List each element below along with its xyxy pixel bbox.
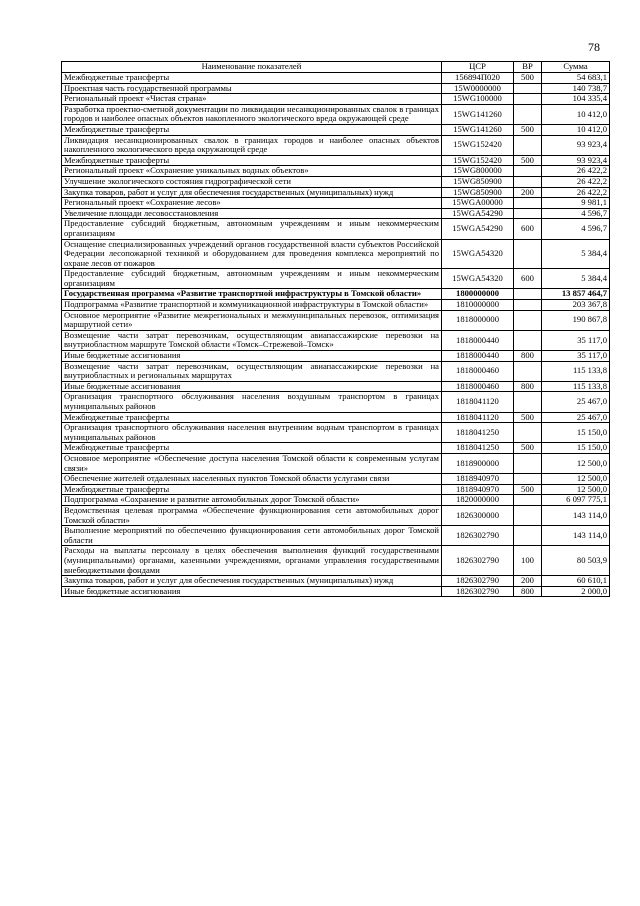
cell-vr [514, 495, 542, 506]
cell-sum: 93 923,4 [542, 135, 610, 155]
cell-name: Предоставление субсидий бюджетным, автономным учреждениям и иным некоммерческим организациям [62, 219, 442, 239]
cell-vr [514, 198, 542, 209]
table-row [62, 73, 610, 84]
cell-name: Разработка проектно-сметной документации по ликвидации несанкционированных свалок в границах городов и наиболее опасных объектов накопленного экологического вреда окружающей среде [62, 104, 442, 124]
cell-sum: 5 384,4 [542, 269, 610, 289]
cell-csr: 1818041120 [442, 392, 514, 412]
cell-sum: 26 422,2 [542, 176, 610, 187]
cell-vr [514, 361, 542, 381]
cell-csr: 1818000440 [442, 330, 514, 350]
cell-vr: 500 [514, 484, 542, 495]
cell-sum: 26 422,2 [542, 166, 610, 177]
cell-sum: 203 367,8 [542, 300, 610, 311]
cell-sum: 2 000,0 [542, 586, 610, 597]
cell-vr [514, 505, 542, 525]
cell-csr: 15WG141260 [442, 104, 514, 124]
cell-name: Межбюджетные трансферты [62, 155, 442, 166]
cell-vr [514, 289, 542, 300]
cell-csr: 15WG100000 [442, 94, 514, 105]
cell-sum: 54 683,1 [542, 73, 610, 84]
cell-csr: 15WGA54290 [442, 219, 514, 239]
cell-name: Оснащение специализированных учреждений органов государственной власти субъектов Российской Федерации лесопожарной техникой и оборудованием для проведения комплекса мероприятий по охране лесов от пожаров [62, 239, 442, 269]
cell-sum: 12 500,0 [542, 453, 610, 473]
table-row [62, 351, 610, 362]
table-row [62, 269, 610, 289]
cell-name: Организация транспортного обслуживания населения воздушным транспортом в границах муниципальных районов [62, 392, 442, 412]
table-row [62, 330, 610, 350]
table-row [62, 208, 610, 219]
cell-vr: 600 [514, 219, 542, 239]
budget-table [61, 61, 610, 597]
table-row [62, 135, 610, 155]
table-row [62, 94, 610, 105]
table-row [62, 361, 610, 381]
cell-vr: 500 [514, 124, 542, 135]
table-row [62, 381, 610, 392]
cell-sum: 25 467,0 [542, 392, 610, 412]
cell-vr [514, 239, 542, 269]
table-row [62, 495, 610, 506]
cell-name: Возмещение части затрат перевозчикам, осуществляющим авиапассажирские перевозки на внутриобластном маршруте Томской области «Томск–Стрежевой–Томск» [62, 330, 442, 350]
header-name: Наименование показателей [62, 62, 442, 73]
table-row [62, 155, 610, 166]
table-row [62, 443, 610, 454]
cell-sum: 104 335,4 [542, 94, 610, 105]
cell-vr [514, 310, 542, 330]
cell-vr: 800 [514, 586, 542, 597]
table-row [62, 300, 610, 311]
cell-sum: 80 503,9 [542, 546, 610, 576]
cell-name: Региональный проект «Сохранение уникальных водных объектов» [62, 166, 442, 177]
cell-name: Проектная часть государственной программы [62, 83, 442, 94]
table-row [62, 198, 610, 209]
cell-name: Ликвидация несанкционированных свалок в границах городов и наиболее опасных объектов накопленного экологического вреда окружающей среде [62, 135, 442, 155]
cell-sum: 4 596,7 [542, 219, 610, 239]
cell-sum: 10 412,0 [542, 124, 610, 135]
cell-csr: 15WG152420 [442, 135, 514, 155]
cell-vr [514, 330, 542, 350]
cell-csr: 1826302790 [442, 576, 514, 587]
cell-csr: 1818000440 [442, 351, 514, 362]
table-row [62, 124, 610, 135]
table-row [62, 166, 610, 177]
table-body [62, 73, 610, 597]
table-row [62, 423, 610, 443]
cell-name: Межбюджетные трансферты [62, 73, 442, 84]
cell-vr [514, 392, 542, 412]
cell-vr [514, 453, 542, 473]
cell-name: Межбюджетные трансферты [62, 484, 442, 495]
table-header-row [62, 62, 610, 73]
cell-csr: 1820000000 [442, 495, 514, 506]
cell-csr: 1818000460 [442, 381, 514, 392]
cell-sum: 4 596,7 [542, 208, 610, 219]
cell-sum: 13 857 464,7 [542, 289, 610, 300]
cell-vr: 800 [514, 381, 542, 392]
cell-sum: 9 981,1 [542, 198, 610, 209]
cell-csr: 1826302790 [442, 526, 514, 546]
table-row [62, 586, 610, 597]
cell-name: Основное мероприятие «Обеспечение доступа населения Томской области к современным услугам связи» [62, 453, 442, 473]
cell-name: Иные бюджетные ассигнования [62, 381, 442, 392]
table-row [62, 219, 610, 239]
cell-csr: 15WG800000 [442, 166, 514, 177]
table-row [62, 310, 610, 330]
cell-csr: 15WGA54290 [442, 208, 514, 219]
cell-sum: 26 422,2 [542, 187, 610, 198]
cell-sum: 190 867,8 [542, 310, 610, 330]
cell-name: Предоставление субсидий бюджетным, автономным учреждениям и иным некоммерческим организациям [62, 269, 442, 289]
cell-csr: 1818900000 [442, 453, 514, 473]
cell-sum: 12 500,0 [542, 484, 610, 495]
cell-csr: 1800000000 [442, 289, 514, 300]
table-row [62, 187, 610, 198]
table-row [62, 576, 610, 587]
cell-name: Межбюджетные трансферты [62, 443, 442, 454]
cell-csr: 15WG850900 [442, 176, 514, 187]
cell-name: Государственная программа «Развитие транспортной инфраструктуры в Томской области» [62, 289, 442, 300]
cell-name: Организация транспортного обслуживания населения внутренним водным транспортом в границах муниципальных районов [62, 423, 442, 443]
cell-name: Основное мероприятие «Развитие межрегиональных и межмуниципальных перевозок, оптимизация маршрутной сети» [62, 310, 442, 330]
cell-name: Выполнение мероприятий по обеспечению функционирования сети автомобильных дорог Томской области [62, 526, 442, 546]
cell-vr: 500 [514, 443, 542, 454]
cell-vr: 600 [514, 269, 542, 289]
cell-sum: 60 610,1 [542, 576, 610, 587]
cell-name: Возмещение части затрат перевозчикам, осуществляющим авиапассажирские перевозки на внутриобластных и региональных маршрутах [62, 361, 442, 381]
cell-sum: 35 117,0 [542, 351, 610, 362]
cell-name: Межбюджетные трансферты [62, 124, 442, 135]
cell-vr: 200 [514, 576, 542, 587]
table-row [62, 546, 610, 576]
cell-sum: 15 150,0 [542, 423, 610, 443]
cell-name: Иные бюджетные ассигнования [62, 351, 442, 362]
cell-sum: 93 923,4 [542, 155, 610, 166]
cell-sum: 143 114,0 [542, 505, 610, 525]
cell-csr: 15WGA54320 [442, 239, 514, 269]
cell-vr [514, 474, 542, 485]
cell-name: Межбюджетные трансферты [62, 412, 442, 423]
cell-csr: 15WGA00000 [442, 198, 514, 209]
cell-csr: 1818000000 [442, 310, 514, 330]
cell-name: Подпрограмма «Сохранение и развитие автомобильных дорог Томской области» [62, 495, 442, 506]
cell-vr: 500 [514, 73, 542, 84]
header-sum: Сумма [542, 62, 610, 73]
cell-csr: 1818041120 [442, 412, 514, 423]
table-row [62, 83, 610, 94]
cell-csr: 156894П020 [442, 73, 514, 84]
cell-name: Ведомственная целевая программа «Обеспечение функционирования сети автомобильных дорог Томской области» [62, 505, 442, 525]
cell-sum: 10 412,0 [542, 104, 610, 124]
cell-csr: 1818000460 [442, 361, 514, 381]
cell-name: Расходы на выплаты персоналу в целях обеспечения выполнения функций государственными (муниципальными) органами, казенными учреждениями, органами управления государственными внебюджетными фондами [62, 546, 442, 576]
cell-sum: 143 114,0 [542, 526, 610, 546]
cell-vr: 100 [514, 546, 542, 576]
cell-csr: 1818041250 [442, 443, 514, 454]
cell-sum: 6 097 775,1 [542, 495, 610, 506]
cell-sum: 12 500,0 [542, 474, 610, 485]
cell-csr: 15WG152420 [442, 155, 514, 166]
cell-name: Региональный проект «Сохранение лесов» [62, 198, 442, 209]
cell-name: Обеспечение жителей отдаленных населенных пунктов Томской области услугами связи [62, 474, 442, 485]
cell-vr: 800 [514, 351, 542, 362]
cell-vr [514, 94, 542, 105]
cell-sum: 35 117,0 [542, 330, 610, 350]
cell-sum: 15 150,0 [542, 443, 610, 454]
table-row [62, 176, 610, 187]
cell-name: Улучшение экологического состояния гидрографической сети [62, 176, 442, 187]
cell-name: Иные бюджетные ассигнования [62, 586, 442, 597]
cell-vr [514, 208, 542, 219]
cell-vr [514, 83, 542, 94]
cell-vr [514, 300, 542, 311]
table-row [62, 526, 610, 546]
cell-vr [514, 104, 542, 124]
cell-name: Закупка товаров, работ и услуг для обеспечения государственных (муниципальных) нужд [62, 187, 442, 198]
cell-sum: 140 738,7 [542, 83, 610, 94]
cell-csr: 15WGA54320 [442, 269, 514, 289]
table-row [62, 239, 610, 269]
cell-csr: 15W0000000 [442, 83, 514, 94]
cell-name: Увеличение площади лесовосстановления [62, 208, 442, 219]
cell-vr [514, 526, 542, 546]
cell-sum: 115 133,8 [542, 361, 610, 381]
cell-csr: 1826302790 [442, 546, 514, 576]
cell-sum: 115 133,8 [542, 381, 610, 392]
cell-vr [514, 135, 542, 155]
cell-vr [514, 423, 542, 443]
table-row [62, 474, 610, 485]
cell-vr: 500 [514, 155, 542, 166]
cell-sum: 5 384,4 [542, 239, 610, 269]
cell-csr: 1818940970 [442, 474, 514, 485]
cell-name: Региональный проект «Чистая страна» [62, 94, 442, 105]
cell-name: Закупка товаров, работ и услуг для обеспечения государственных (муниципальных) нужд [62, 576, 442, 587]
cell-csr: 1818041250 [442, 423, 514, 443]
cell-csr: 15WG141260 [442, 124, 514, 135]
table-row [62, 505, 610, 525]
table-row [62, 453, 610, 473]
cell-csr: 15WG850900 [442, 187, 514, 198]
cell-csr: 1810000000 [442, 300, 514, 311]
page-number: 78 [588, 40, 600, 54]
cell-vr [514, 166, 542, 177]
table-row [62, 289, 610, 300]
table-row [62, 412, 610, 423]
cell-vr: 200 [514, 187, 542, 198]
header-csr: ЦСР [442, 62, 514, 73]
table-row [62, 392, 610, 412]
cell-csr: 1818940970 [442, 484, 514, 495]
cell-sum: 25 467,0 [542, 412, 610, 423]
cell-vr [514, 176, 542, 187]
cell-name: Подпрограмма «Развитие транспортной и коммуникационной инфраструктуры в Томской области» [62, 300, 442, 311]
cell-csr: 1826302790 [442, 586, 514, 597]
cell-vr: 500 [514, 412, 542, 423]
header-vr: ВР [514, 62, 542, 73]
cell-csr: 1826300000 [442, 505, 514, 525]
table-row [62, 104, 610, 124]
table-row [62, 484, 610, 495]
